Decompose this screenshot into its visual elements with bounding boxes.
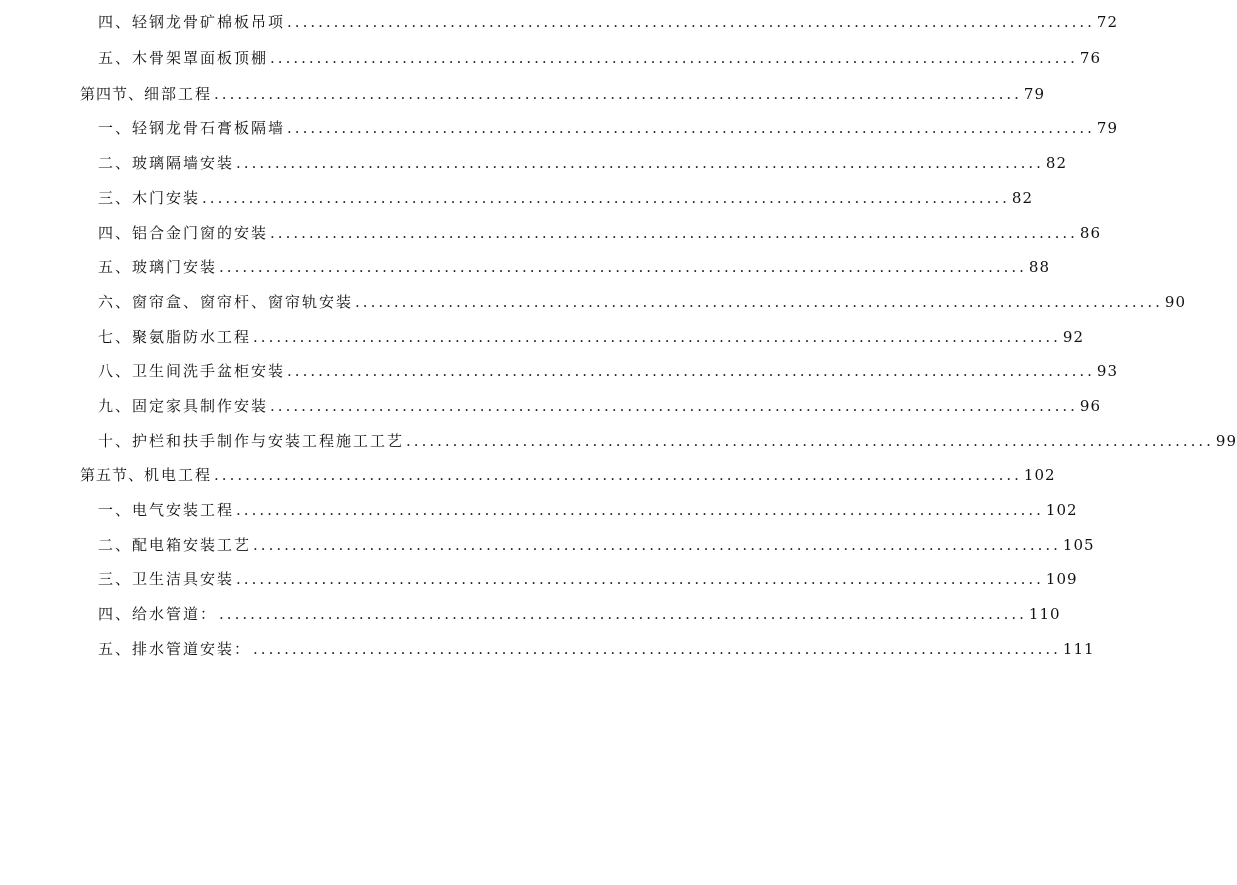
toc-entry-title: 木门安装 — [132, 189, 201, 207]
toc-dot-leader: ........................................................................................................ — [406, 432, 1214, 450]
toc-entry-number: 三、 — [98, 189, 133, 207]
toc-dot-leader: ........................................................................................................ — [270, 224, 1078, 242]
toc-dot-leader: ........................................................................................................ — [287, 13, 1095, 31]
toc-dot-leader: ........................................................................................................ — [219, 605, 1027, 623]
toc-entry-title: 电气安装工程 — [132, 501, 235, 519]
toc-entry-page: 82 — [1011, 189, 1034, 207]
toc-entry-number: 五、 — [98, 49, 133, 67]
toc-dot-leader: ........................................................................................................ — [253, 640, 1061, 658]
toc-dot-leader: ........................................................................................................ — [202, 189, 1010, 207]
toc-entry-page: 86 — [1079, 224, 1102, 242]
toc-entry[interactable] — [98, 290, 1187, 314]
toc-section-entry[interactable] — [80, 82, 1046, 106]
toc-entry-number: 三、 — [98, 570, 133, 588]
toc-dot-leader: ........................................................................................................ — [236, 154, 1044, 172]
toc-dot-leader: ........................................................................................................ — [253, 328, 1061, 346]
toc-section-title: 机电工程 — [144, 466, 213, 484]
toc-entry-title: 卫生间洗手盆柜安装 — [132, 362, 286, 380]
toc-entry[interactable] — [98, 533, 1095, 557]
toc-entry[interactable] — [98, 151, 1068, 175]
toc-dot-leader: ........................................................................................................ — [236, 501, 1044, 519]
toc-dot-leader: ........................................................................................................ — [214, 466, 1022, 484]
toc-entry[interactable] — [98, 394, 1102, 418]
toc-entry[interactable] — [98, 221, 1102, 245]
toc-entry-title: 玻璃门安装 — [132, 258, 218, 276]
toc-section-title: 细部工程 — [144, 85, 213, 103]
toc-entry-title: 护栏和扶手制作与安装工程施工工艺 — [132, 432, 405, 450]
toc-entry-page: 90 — [1164, 293, 1187, 311]
toc-entry-number: 一、 — [98, 119, 133, 137]
toc-entry-title: 木骨架罩面板顶棚 — [132, 49, 269, 67]
toc-entry-title: 固定家具制作安装 — [132, 397, 269, 415]
toc-entry-page: 96 — [1079, 397, 1102, 415]
toc-entry[interactable] — [98, 429, 1237, 453]
toc-entry-page: 93 — [1096, 362, 1119, 380]
toc-dot-leader: ........................................................................................................ — [287, 119, 1095, 137]
toc-entry[interactable] — [98, 325, 1085, 349]
toc-entry-page: 76 — [1079, 49, 1102, 67]
toc-entry-page: 111 — [1062, 640, 1095, 658]
toc-section-entry[interactable] — [80, 463, 1056, 487]
toc-entry-title: 聚氨脂防水工程 — [132, 328, 252, 346]
toc-entry-page: 79 — [1023, 85, 1046, 103]
toc-entry[interactable] — [98, 602, 1061, 626]
toc-entry-title: 配电箱安装工艺 — [132, 536, 252, 554]
toc-entry-page: 79 — [1096, 119, 1119, 137]
toc-entry-page: 102 — [1045, 501, 1078, 519]
toc-entry-number: 二、 — [98, 536, 133, 554]
toc-entry-number: 六、 — [98, 293, 133, 311]
toc-entry-number: 二、 — [98, 154, 133, 172]
toc-entry[interactable] — [98, 567, 1078, 591]
toc-entry-page: 92 — [1062, 328, 1085, 346]
toc-section-number: 第五节、 — [80, 466, 145, 484]
toc-entry-title: 铝合金门窗的安装 — [132, 224, 269, 242]
toc-entry-number: 四、 — [98, 605, 133, 623]
toc-entry-page: 72 — [1096, 13, 1119, 31]
toc-entry-number: 四、 — [98, 224, 133, 242]
toc-entry-title: 给水管道： — [132, 605, 218, 623]
toc-entry[interactable] — [98, 46, 1102, 70]
toc-entry-page: 109 — [1045, 570, 1078, 588]
toc-section-number: 第四节、 — [80, 85, 145, 103]
toc-entry-title: 窗帘盒、窗帘杆、窗帘轨安装 — [132, 293, 354, 311]
toc-entry[interactable] — [98, 255, 1051, 279]
toc-dot-leader: ........................................................................................................ — [236, 570, 1044, 588]
toc-dot-leader: ........................................................................................................ — [270, 397, 1078, 415]
toc-entry[interactable] — [98, 359, 1119, 383]
toc-entry[interactable] — [98, 10, 1119, 34]
toc-entry-title: 轻钢龙骨矿棉板吊项 — [132, 13, 286, 31]
toc-entry[interactable] — [98, 637, 1095, 661]
toc-entry-number: 一、 — [98, 501, 133, 519]
toc-dot-leader: ........................................................................................................ — [287, 362, 1095, 380]
toc-entry-title: 卫生洁具安装 — [132, 570, 235, 588]
toc-entry-number: 四、 — [98, 13, 133, 31]
toc-entry-number: 九、 — [98, 397, 133, 415]
toc-entry-number: 八、 — [98, 362, 133, 380]
toc-entry-number: 七、 — [98, 328, 133, 346]
toc-entry-page: 105 — [1062, 536, 1095, 554]
toc-dot-leader: ........................................................................................................ — [219, 258, 1027, 276]
toc-entry[interactable] — [98, 116, 1119, 140]
toc-dot-leader: ........................................................................................................ — [355, 293, 1163, 311]
toc-entry-page: 82 — [1045, 154, 1068, 172]
toc-entry-title: 排水管道安装： — [132, 640, 252, 658]
toc-entry[interactable] — [98, 186, 1034, 210]
toc-dot-leader: ........................................................................................................ — [253, 536, 1061, 554]
toc-entry-number: 十、 — [98, 432, 133, 450]
toc-entry[interactable] — [98, 498, 1078, 522]
toc-dot-leader: ........................................................................................................ — [214, 85, 1022, 103]
toc-entry-number: 五、 — [98, 258, 133, 276]
toc-entry-number: 五、 — [98, 640, 133, 658]
toc-entry-title: 轻钢龙骨石膏板隔墙 — [132, 119, 286, 137]
toc-dot-leader: ........................................................................................................ — [270, 49, 1078, 67]
toc-entry-page: 110 — [1028, 605, 1061, 623]
toc-entry-page: 99 — [1215, 432, 1237, 450]
toc-entry-page: 88 — [1028, 258, 1051, 276]
toc-entry-title: 玻璃隔墙安装 — [132, 154, 235, 172]
toc-entry-page: 102 — [1023, 466, 1056, 484]
